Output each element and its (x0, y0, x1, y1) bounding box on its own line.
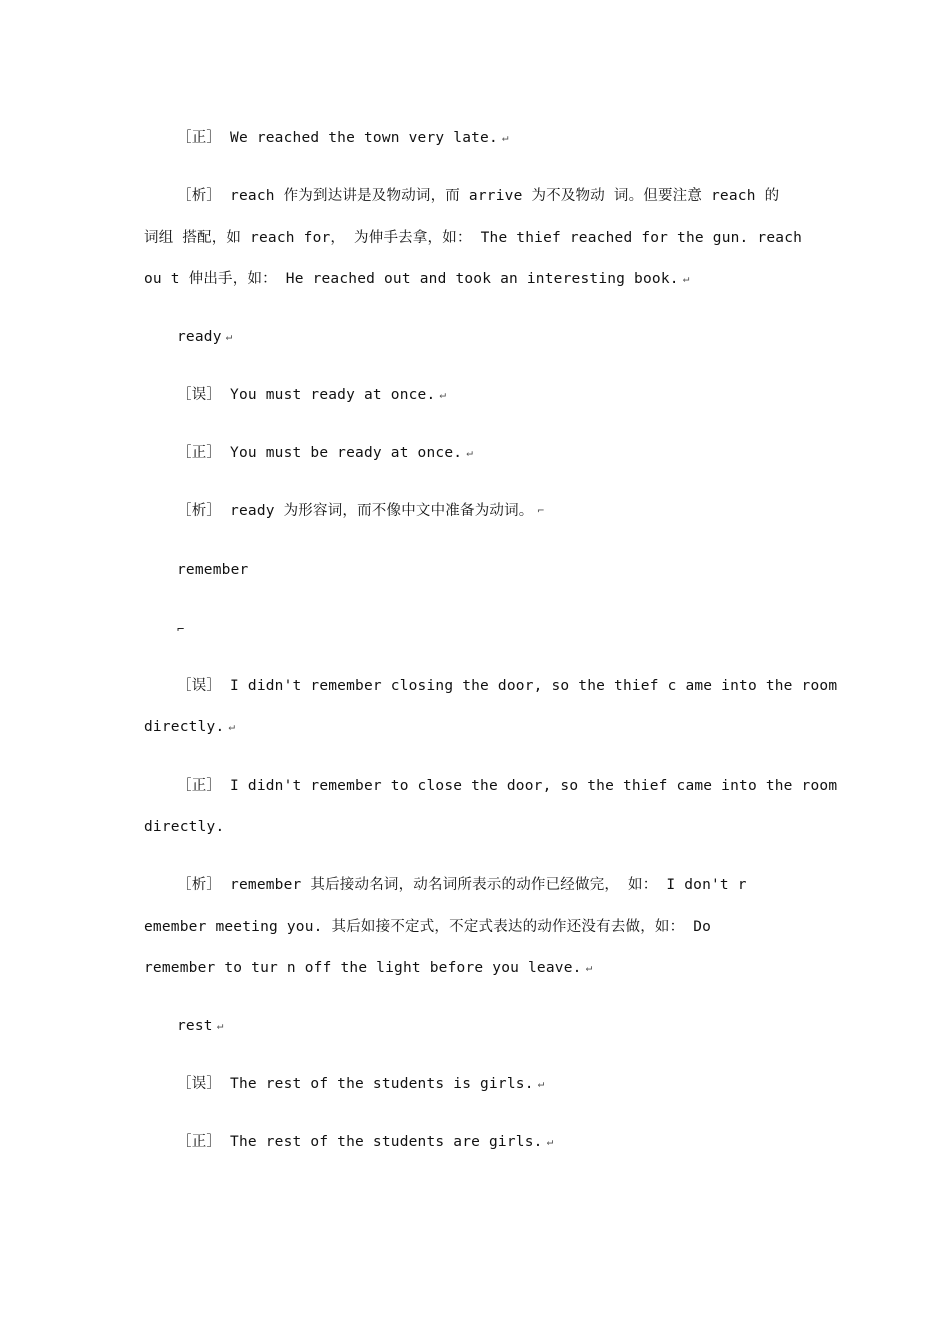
paragraph-text: ［正］ I didn't remember to close the door, so the thief came into the room (177, 778, 838, 794)
paragraph-analysis-reach-line1 (177, 186, 779, 206)
paragraph-text: ［正］ The rest of the students are girls. (177, 1134, 543, 1150)
paragraph-correct-remember-line1 (177, 776, 837, 796)
paragraph-analysis-remember-line1 (177, 875, 747, 895)
paragraph-analysis-reach-line2 (144, 228, 802, 248)
paragraph-wrong-remember-line1 (177, 676, 837, 696)
paragraph-wrong-rest (177, 1074, 544, 1094)
paragraph-text: ［误］ The rest of the students is girls. (177, 1076, 534, 1092)
paragraph-mark-icon: ↵ (546, 1135, 554, 1148)
paragraph-correct-ready (177, 443, 473, 463)
paragraph-mark-icon: ↵ (501, 131, 509, 144)
paragraph-mark-icon: ↵ (216, 1019, 224, 1032)
paragraph-correct-reached (177, 128, 509, 148)
paragraph-mark-icon: ↵ (466, 446, 474, 459)
paragraph-mark-icon: ↵ (439, 388, 447, 401)
paragraph-text: ou t 伸出手，如： He reached out and took an interesting book. (144, 271, 679, 287)
paragraph-text: emember meeting you. 其后如接不定式，不定式表达的动作还没有去做，如： Do (144, 919, 712, 935)
paragraph-text: ［析］ reach 作为到达讲是及物动词，而 arrive 为不及物动 词。但要注意 reach 的 (177, 188, 780, 204)
heading-ready (177, 327, 232, 347)
paragraph-text: directly. (144, 819, 225, 835)
paragraph-text: ［误］ You must ready at once. (177, 387, 436, 403)
heading-text: remember (177, 562, 249, 578)
paragraph-analysis-ready (177, 501, 544, 521)
paragraph-text: ［正］ We reached the town very late. (177, 130, 498, 146)
paragraph-analysis-remember-line3 (144, 958, 592, 978)
paragraph-mark-icon: ↵ (228, 720, 236, 733)
paragraph-analysis-reach-line3 (144, 269, 690, 289)
paragraph-text: remember to tur n off the light before you leave. (144, 960, 582, 976)
paragraph-text: ［误］ I didn't remember closing the door, so the thief c ame into the room (177, 678, 838, 694)
heading-text: rest (177, 1018, 213, 1034)
paragraph-text: 词组 搭配，如 reach for， 为伸手去拿，如： The thief reached for the gun. reach (144, 230, 803, 246)
paragraph-text: ［析］ ready 为形容词，而不像中文中准备为动词。 (177, 503, 534, 519)
paragraph-correct-remember-line2 (144, 817, 224, 837)
heading-text: ready (177, 329, 222, 345)
paragraph-mark-icon: ↵ (537, 1077, 545, 1090)
paragraph-mark-icon: ↵ (585, 961, 593, 974)
paragraph-wrong-remember-line2 (144, 717, 235, 737)
paragraph-text: ［正］ You must be ready at once. (177, 445, 463, 461)
section-corner-icon: ⌐ (177, 622, 185, 636)
paragraph-analysis-remember-line2 (144, 917, 711, 937)
paragraph-wrong-ready (177, 385, 446, 405)
paragraph-correct-rest (177, 1132, 553, 1152)
section-corner-icon: ⌐ (537, 504, 545, 517)
paragraph-text: directly. (144, 719, 225, 735)
paragraph-mark-icon: ↵ (682, 272, 690, 285)
paragraph-mark-icon: ↵ (225, 330, 233, 343)
paragraph-text: ［析］ remember 其后接动名词，动名词所表示的动作已经做完， 如： I don't r (177, 877, 747, 893)
heading-rest (177, 1016, 224, 1036)
heading-remember (177, 560, 248, 580)
